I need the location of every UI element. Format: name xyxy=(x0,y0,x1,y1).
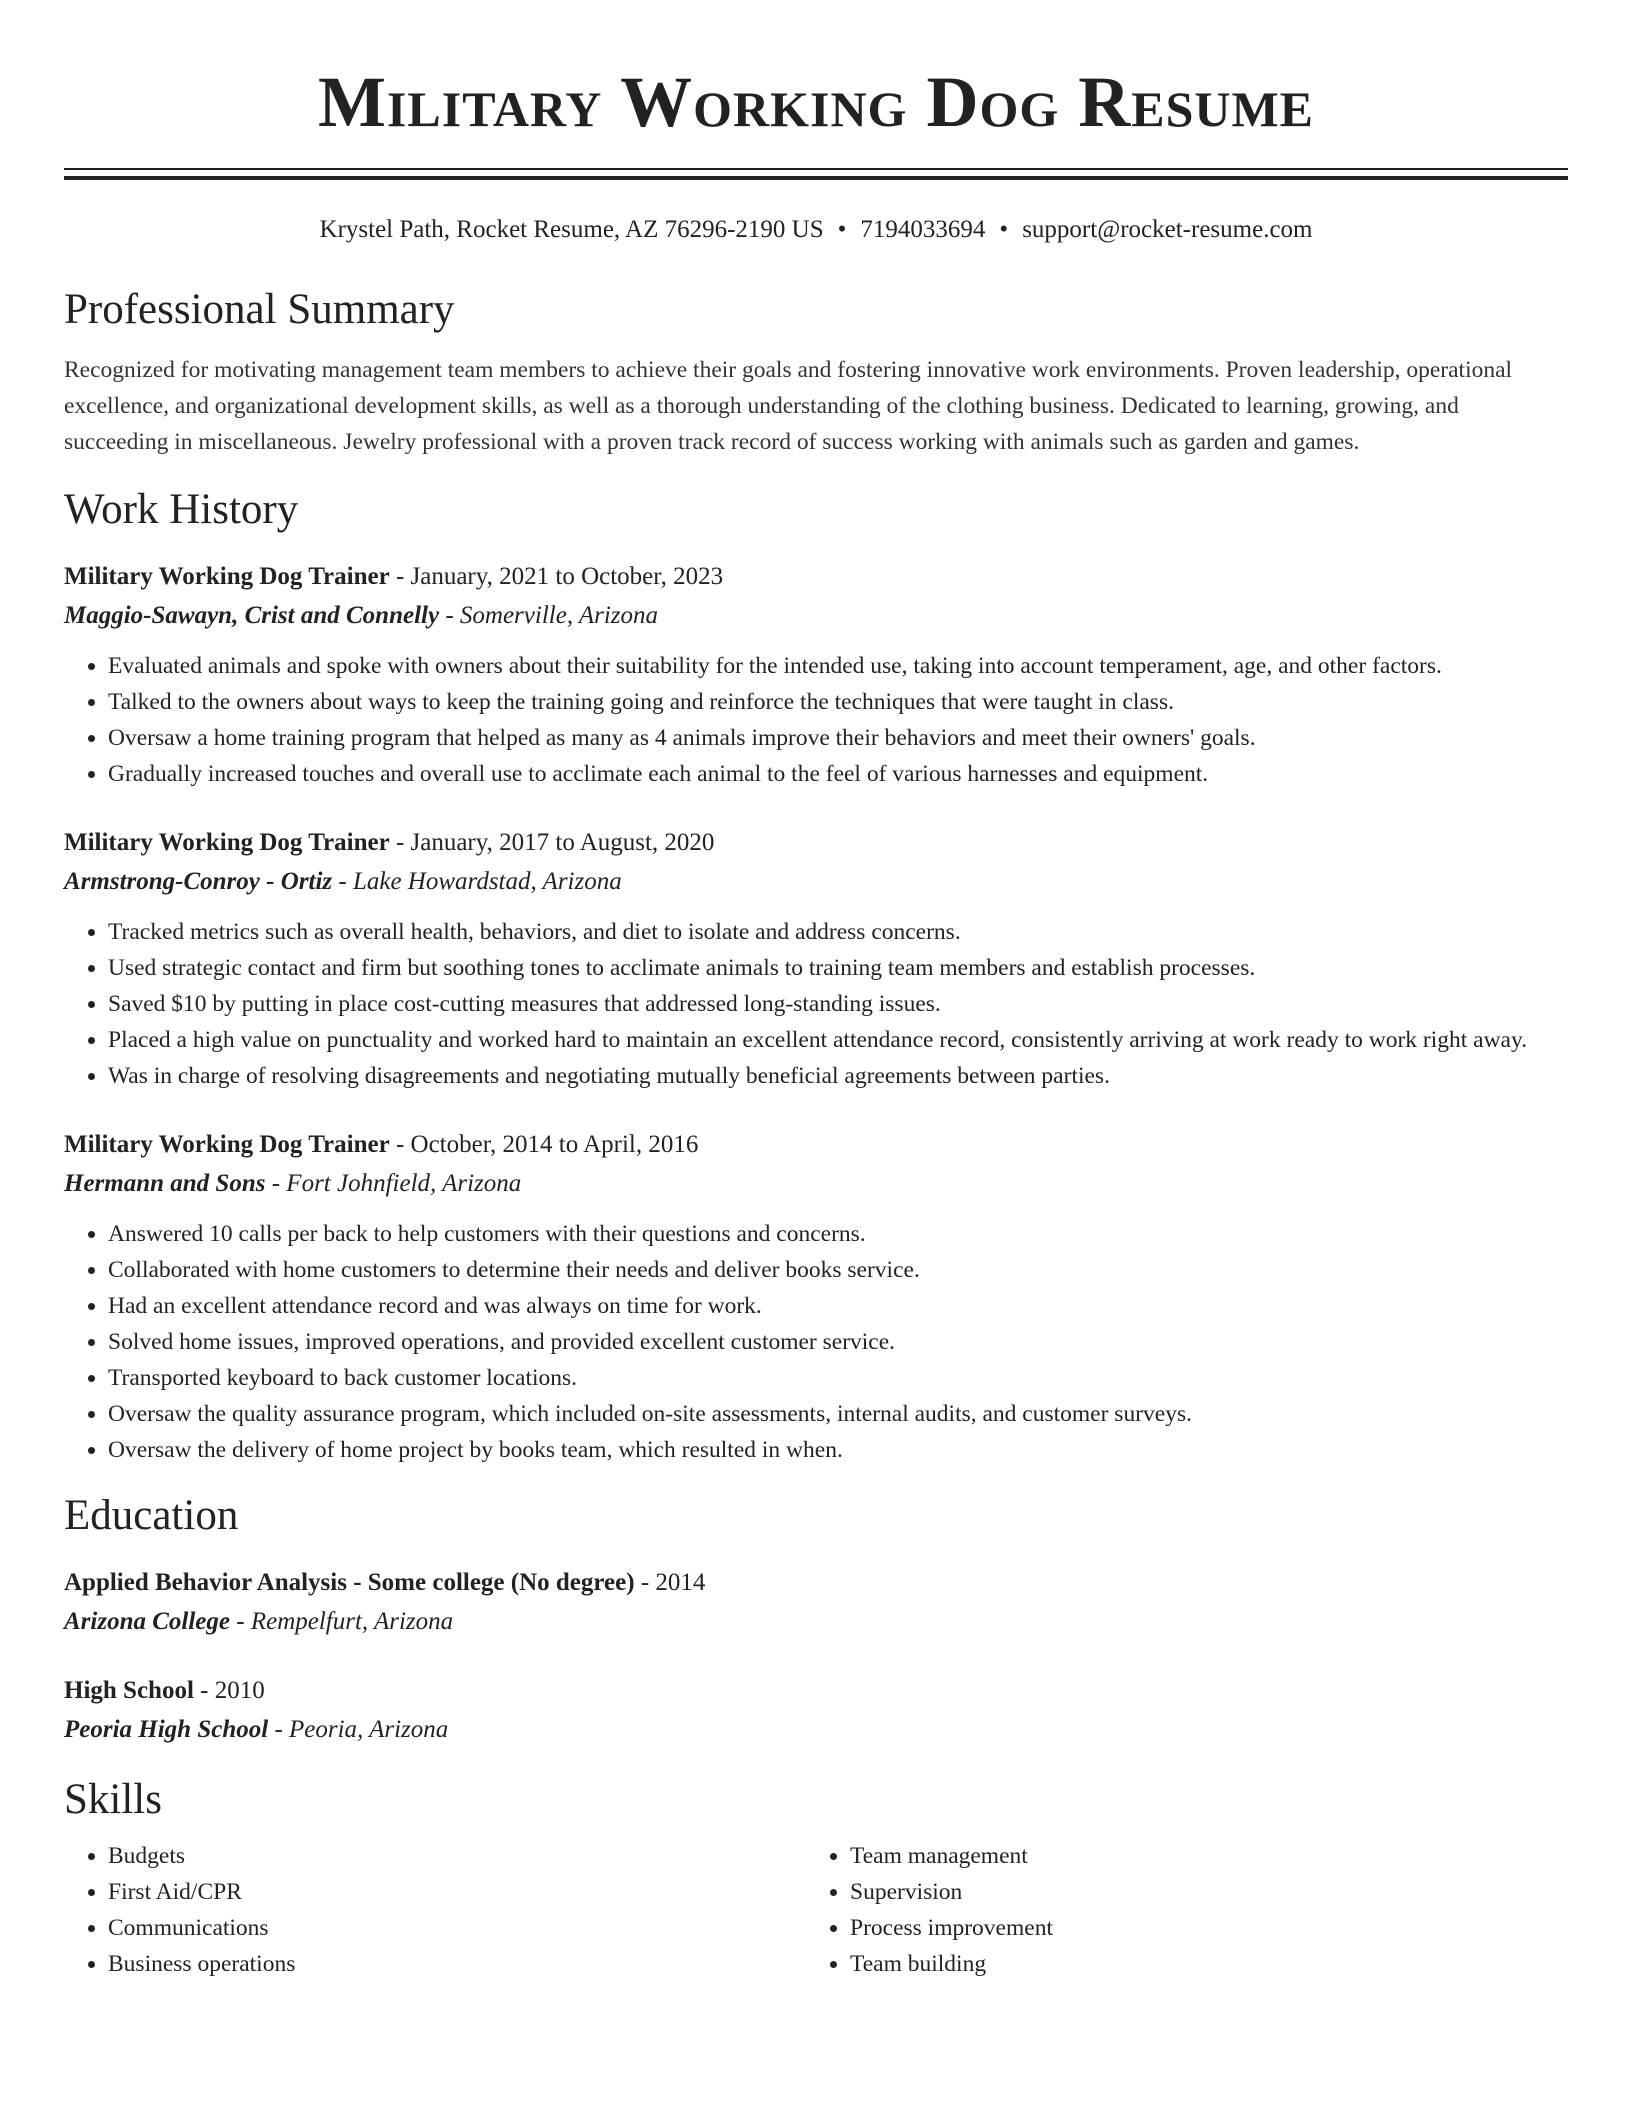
school-location: - Rempelfurt, Arizona xyxy=(230,1608,454,1635)
degree-name: Applied Behavior Analysis - Some college (No degree) xyxy=(64,1569,635,1596)
company-line xyxy=(64,596,1568,636)
job-bullet: • Placed a high value on punctuality and worked hard to maintain an excellent attendance record, consistently arriving at work ready to work right away. xyxy=(108,1022,1568,1058)
work-history-heading: Work History xyxy=(64,486,299,533)
job-bullet: • Oversaw the delivery of home project by books team, which resulted in when. xyxy=(108,1432,1568,1468)
skill-item: • Budgets xyxy=(108,1838,806,1874)
job-bullet: • Collaborated with home customers to determine their needs and deliver books service. xyxy=(108,1252,1568,1288)
title-divider-thin xyxy=(64,168,1568,170)
education-entry xyxy=(64,1564,1568,1642)
education-heading: Education xyxy=(64,1492,239,1539)
education-entry xyxy=(64,1672,1568,1750)
contact-separator: • xyxy=(999,216,1009,243)
contact-address: Krystel Path, Rocket Resume, AZ 76296-2190 US xyxy=(319,216,824,243)
job-bullet: • Transported keyboard to back customer locations. xyxy=(108,1360,1568,1396)
degree-name: High School xyxy=(64,1677,194,1704)
summary-text: Recognized for motivating management team members to achieve their goals and fostering innovative work environments. Proven leadership, operational excellence, and organizational development skills, as well as a thorough understanding of the clothing business. Dedicated to learning, growing, and succeeding in miscellaneous. Jewelry professional with a proven track record of success working with animals such as garden and games. xyxy=(64,357,1513,455)
job-dates: - October, 2014 to April, 2016 xyxy=(389,1131,699,1158)
resume-title: Military Working Dog Resume xyxy=(317,62,1315,142)
job-bullet: • Answered 10 calls per back to help customers with their questions and concerns. xyxy=(108,1216,1568,1252)
degree-year: - 2014 xyxy=(634,1569,706,1596)
skill-item: • Supervision xyxy=(850,1874,1548,1910)
company-name: Armstrong-Conroy - Ortiz xyxy=(64,868,333,895)
job-role: Military Working Dog Trainer xyxy=(64,563,390,590)
job-bullet: • Evaluated animals and spoke with owners about their suitability for the intended use, taking into account temperament, age, and other factors. xyxy=(108,648,1568,684)
job-bullet: • Saved $10 by putting in place cost-cutting measures that addressed long-standing issues. xyxy=(108,986,1568,1022)
job-bullets xyxy=(64,914,1568,1094)
degree-line xyxy=(64,1672,1568,1710)
skills-heading: Skills xyxy=(64,1776,162,1823)
skill-item: • Team building xyxy=(850,1946,1548,1982)
job-bullet: • Used strategic contact and firm but soothing tones to acclimate animals to training team members and establish processes. xyxy=(108,950,1568,986)
summary-heading: Professional Summary xyxy=(64,286,455,333)
job-role: Military Working Dog Trainer xyxy=(64,829,390,856)
job-bullets xyxy=(64,648,1568,792)
contact-separator: • xyxy=(837,216,847,243)
skill-item: • First Aid/CPR xyxy=(108,1874,806,1910)
company-name: Hermann and Sons xyxy=(64,1170,266,1197)
job-entry xyxy=(64,824,1568,1094)
company-location: - Lake Howardstad, Arizona xyxy=(332,868,622,895)
skills-column-right xyxy=(806,1838,1548,1982)
job-bullet: • Had an excellent attendance record and was always on time for work. xyxy=(108,1288,1568,1324)
school-name: Peoria High School xyxy=(64,1716,269,1743)
job-bullet: • Oversaw the quality assurance program, which included on-site assessments, internal audits, and customer surveys. xyxy=(108,1396,1568,1432)
company-line xyxy=(64,862,1568,902)
degree-line xyxy=(64,1564,1568,1602)
skill-item: • Communications xyxy=(108,1910,806,1946)
company-name: Maggio-Sawayn, Crist and Connelly xyxy=(64,602,440,629)
school-location: - Peoria, Arizona xyxy=(268,1716,449,1743)
company-location: - Somerville, Arizona xyxy=(439,602,659,629)
job-title-line xyxy=(64,1126,1568,1164)
job-bullet: • Oversaw a home training program that helped as many as 4 animals improve their behaviors and meet their owners' goals. xyxy=(108,720,1568,756)
school-name: Arizona College xyxy=(64,1608,230,1635)
contact-phone: 7194033694 xyxy=(860,216,986,243)
degree-year: - 2010 xyxy=(193,1677,265,1704)
company-location: - Fort Johnfield, Arizona xyxy=(265,1170,522,1197)
job-title-line xyxy=(64,558,1568,596)
job-bullet: • Was in charge of resolving disagreements and negotiating mutually beneficial agreements between parties. xyxy=(108,1058,1568,1094)
job-bullet: • Talked to the owners about ways to keep the training going and reinforce the techniques that were taught in class. xyxy=(108,684,1568,720)
school-line xyxy=(64,1602,1568,1642)
contact-line xyxy=(64,214,1568,246)
job-dates: - January, 2017 to August, 2020 xyxy=(389,829,715,856)
job-entry xyxy=(64,558,1568,792)
job-dates: - January, 2021 to October, 2023 xyxy=(389,563,724,590)
job-bullet: • Solved home issues, improved operations, and provided excellent customer service. xyxy=(108,1324,1568,1360)
job-title-line xyxy=(64,824,1568,862)
job-bullet: • Tracked metrics such as overall health, behaviors, and diet to isolate and address concerns. xyxy=(108,914,1568,950)
skills-list xyxy=(64,1838,1568,1982)
job-bullet: • Gradually increased touches and overall use to acclimate each animal to the feel of various harnesses and equipment. xyxy=(108,756,1568,792)
skill-item: • Process improvement xyxy=(850,1910,1548,1946)
skills-column-left xyxy=(64,1838,806,1982)
school-line xyxy=(64,1710,1568,1750)
skill-item: • Business operations xyxy=(108,1946,806,1982)
contact-email: support@rocket-resume.com xyxy=(1022,216,1313,243)
job-role: Military Working Dog Trainer xyxy=(64,1131,390,1158)
title-divider-thick xyxy=(64,176,1568,180)
company-line xyxy=(64,1164,1568,1204)
job-bullets xyxy=(64,1216,1568,1468)
job-entry xyxy=(64,1126,1568,1468)
skill-item: • Team management xyxy=(850,1838,1548,1874)
